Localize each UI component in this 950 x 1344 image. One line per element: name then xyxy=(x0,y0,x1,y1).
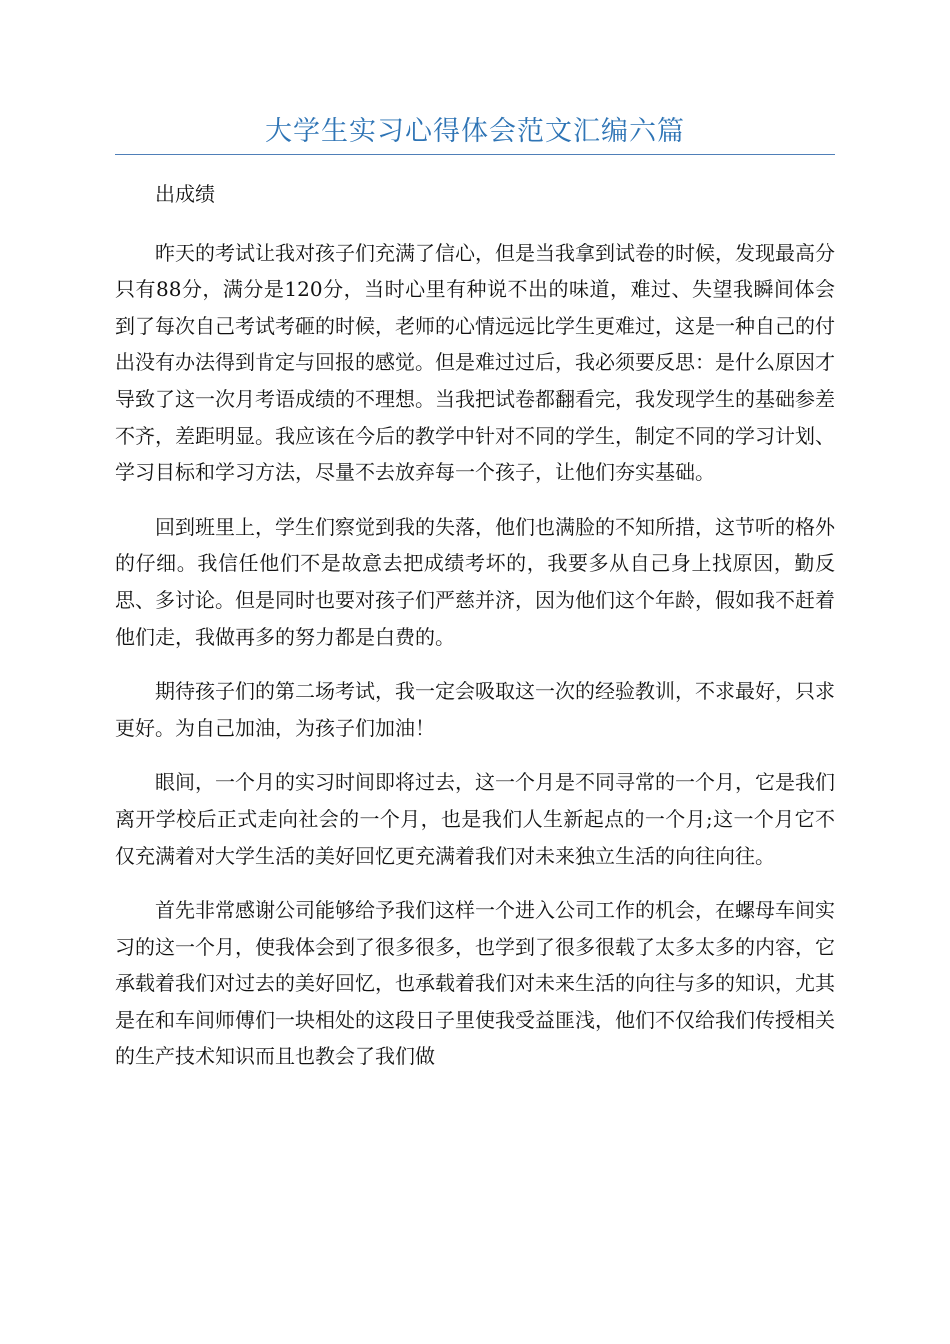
title-underline xyxy=(115,154,835,155)
paragraph-6: 首先非常感谢公司能够给予我们这样一个进入公司工作的机会，在螺母车间实习的这一个月，使我体会到了很多很多，也学到了很多很载了太多太多的内容，它承载着我们对过去的美好回忆，也承载着我们对未来生活的向往与多的知识，尤其是在和车间师傅们一块相处的这段日子里使我受益匪浅，他们不仅给我们传授相关的生产技术知识而且也教会了我们做 xyxy=(115,898,835,1069)
paragraph-4: 期待孩子们的第二场考试，我一定会吸取这一次的经验教训，不求最好，只求更好。为自己加油，为孩子们加油！ xyxy=(115,679,835,740)
document-body xyxy=(115,176,835,1093)
paragraph-2: 昨天的考试让我对孩子们充满了信心，但是当我拿到试卷的时候，发现最高分只有88分，满分是120分，当时心里有种说不出的味道，难过、失望我瞬间体会到了每次自己考试考砸的时候，老师的心情远远比学生更难过，这是一种自己的付出没有办法得到肯定与回报的感觉。但是难过过后，我必须要反思：是什么原因才导致了这一次月考语成绩的不理想。当我把试卷都翻看完，我发现学生的基础参差不齐，差距明显。我应该在今后的教学中针对不同的学生，制定不同的学习计划、学习目标和学习方法，尽量不去放弃每一个孩子，让他们夯实基础。 xyxy=(115,240,835,485)
paragraph-5: 眼间，一个月的实习时间即将过去，这一个月是不同寻常的一个月，它是我们离开学校后正式走向社会的一个月，也是我们人生新起点的一个月;这一个月它不仅充满着对大学生活的美好回忆更充满着我们对未来独立生活的向往向往。 xyxy=(115,770,835,868)
paragraph-3: 回到班里上，学生们察觉到我的失落，他们也满脸的不知所措，这节听的格外的仔细。我信任他们不是故意去把成绩考坏的，我要多从自己身上找原因，勤反思、多讨论。但是同时也要对孩子们严慈并济，因为他们这个年龄，假如我不赶着他们走，我做再多的努力都是白费的。 xyxy=(115,514,835,649)
paragraph-1: 出成绩 xyxy=(155,182,215,206)
document-title: 大学生实习心得体会范文汇编六篇 xyxy=(265,116,685,147)
